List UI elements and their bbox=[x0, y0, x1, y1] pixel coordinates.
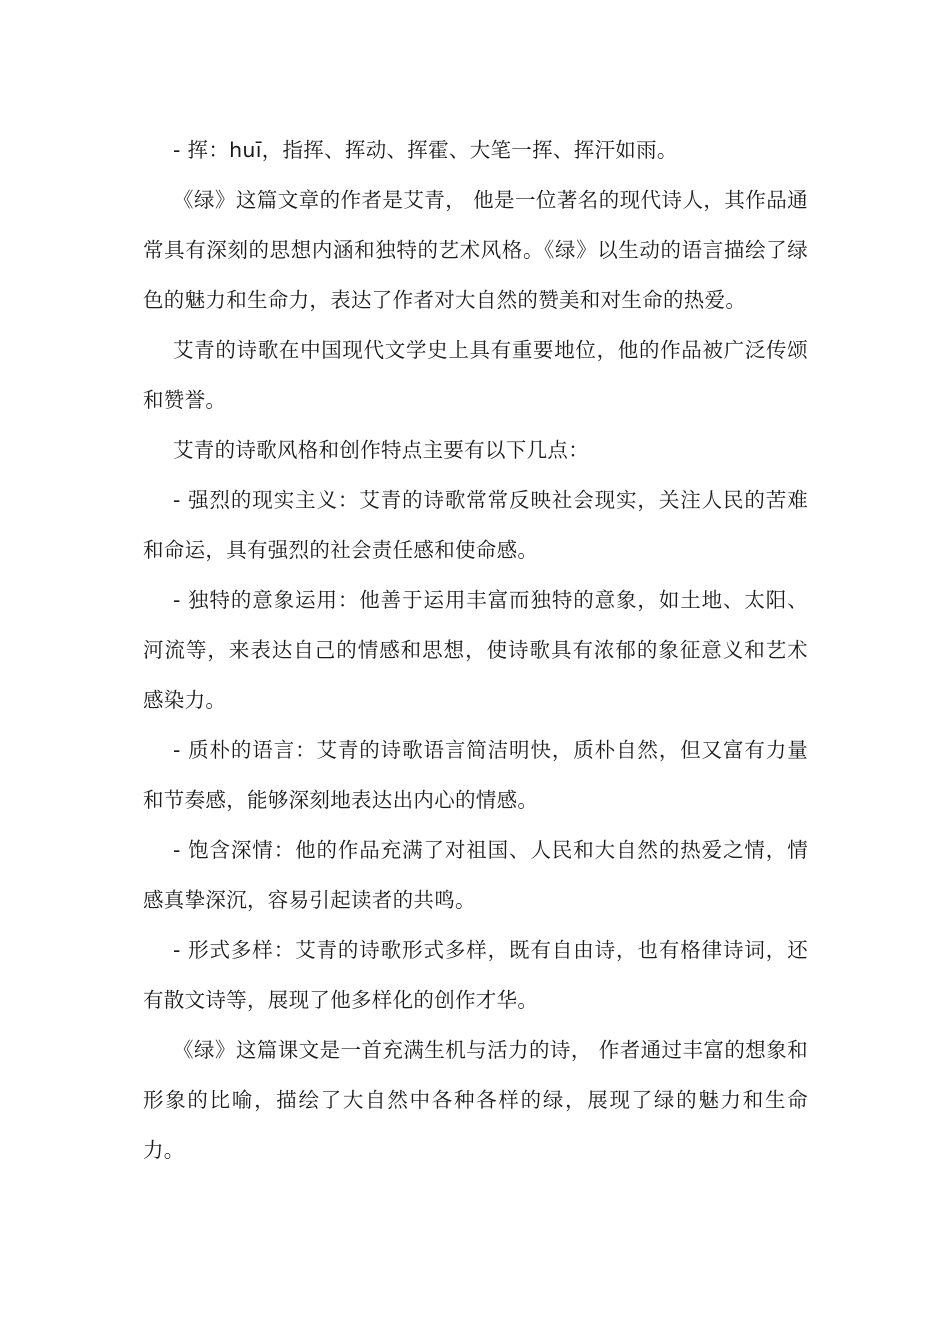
paragraph-author-intro: 《绿》这篇文章的作者是艾青， 他是一位著名的现代诗人，其作品通常具有深刻的思想内涵和独特的艺术风格。《绿》以生动的语言描绘了绿色的魅力和生命力，表达了作者对大自然的赞美和对生命的热爱。 bbox=[143, 188, 808, 312]
document-body bbox=[143, 125, 808, 1175]
paragraph-style-intro: 艾青的诗歌风格和创作特点主要有以下几点： bbox=[173, 438, 589, 462]
paragraph-poetry-status: 艾青的诗歌在中国现代文学史上具有重要地位，他的作品被广泛传颂和赞誉。 bbox=[143, 338, 808, 412]
paragraph-pinyin-hui: - 挥：huī，指挥、挥动、挥霍、大笔一挥、挥汗如雨。 bbox=[173, 138, 678, 162]
paragraph-language: - 质朴的语言：艾青的诗歌语言简洁明快，质朴自然，但又富有力量和节奏感，能够深刻地表达出内心的情感。 bbox=[143, 738, 808, 812]
paragraph-emotion: - 饱含深情：他的作品充满了对祖国、人民和大自然的热爱之情，情感真挚深沉，容易引起读者的共鸣。 bbox=[143, 838, 808, 912]
paragraph-lesson-summary: 《绿》这篇课文是一首充满生机与活力的诗， 作者通过丰富的想象和形象的比喻，描绘了大自然中各种各样的绿，展现了绿的魅力和生命力。 bbox=[143, 1038, 808, 1162]
paragraph-realism: - 强烈的现实主义：艾青的诗歌常常反映社会现实，关注人民的苦难和命运，具有强烈的社会责任感和使命感。 bbox=[143, 488, 808, 562]
paragraph-forms: - 形式多样：艾青的诗歌形式多样，既有自由诗，也有格律诗词，还有散文诗等，展现了他多样化的创作才华。 bbox=[143, 938, 808, 1012]
paragraph-imagery: - 独特的意象运用：他善于运用丰富而独特的意象，如土地、太阳、河流等，来表达自己的情感和思想，使诗歌具有浓郁的象征意义和艺术感染力。 bbox=[143, 588, 808, 712]
